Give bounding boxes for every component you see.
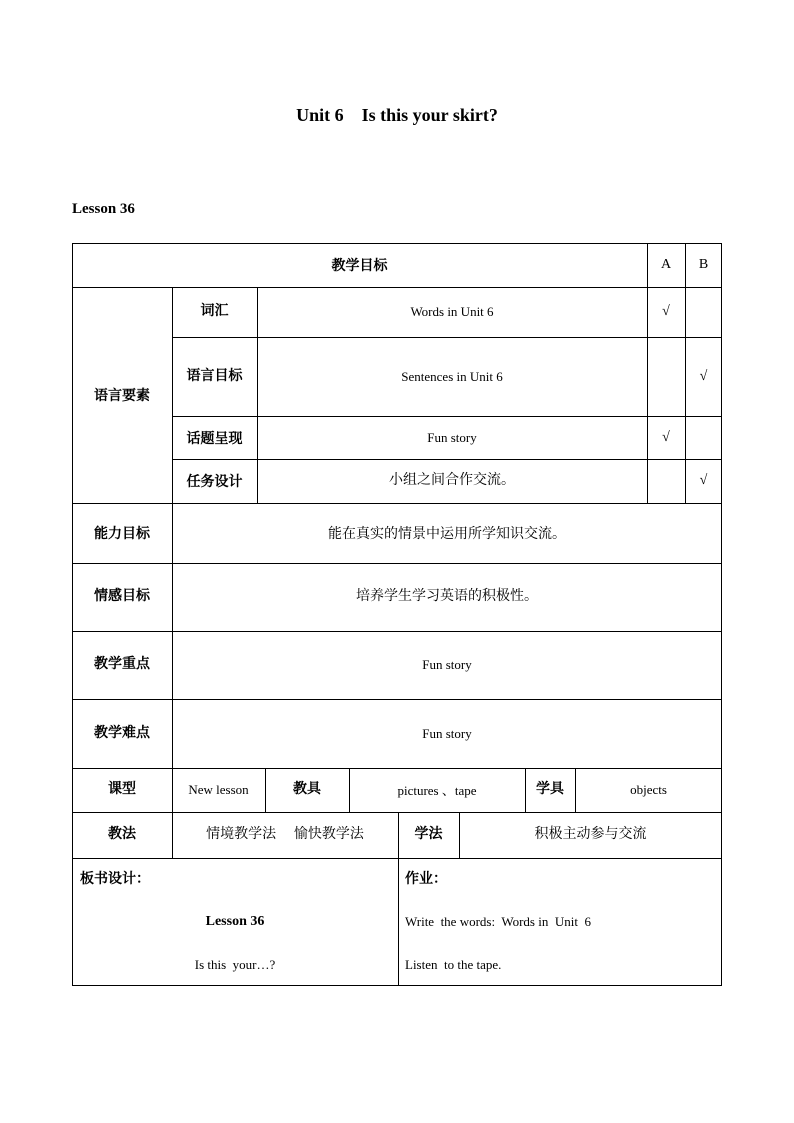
task-b-check: √	[699, 473, 708, 488]
vocab-a-check: √	[662, 304, 670, 319]
topic-label: 话题呈现	[186, 430, 243, 447]
document-title: Unit 6 Is this your skirt?	[296, 105, 498, 125]
language-elements-label: 语言要素	[94, 388, 150, 404]
focus-label: 教学重点	[94, 656, 150, 672]
task-a-check	[647, 459, 685, 503]
vocab-label: 词汇	[200, 303, 229, 319]
vocab-b-check	[685, 287, 722, 337]
ability-content: 能在真实的情景中运用所学知识交流。	[328, 526, 566, 542]
lesson-type-label: 课型	[108, 781, 136, 797]
teaching-method-label: 教法	[108, 826, 136, 842]
topic-content: Fun story	[427, 429, 477, 445]
teaching-aids-label: 教具	[293, 781, 321, 797]
homework-label: 作业：	[405, 871, 447, 887]
task-label: 任务设计	[186, 474, 243, 490]
language-goal-a-check	[647, 337, 685, 416]
language-goal-b-check: √	[699, 368, 708, 384]
student-tools-label: 学具	[536, 781, 564, 797]
difficulty-content: Fun story	[422, 725, 472, 741]
learning-method-value: 积极主动参与交流	[534, 826, 647, 842]
col-b-header: B	[698, 257, 709, 272]
teaching-method-value: 情境教学法 愉快教学法	[206, 826, 364, 842]
board-line-1: Lesson 36	[205, 914, 265, 929]
homework-line-2: Listen to the tape.	[405, 957, 502, 972]
teaching-aids-value: pictures 、tape	[397, 782, 477, 798]
topic-a-check: √	[662, 429, 670, 445]
learning-method-label: 学法	[414, 826, 443, 842]
col-a-header: A	[660, 257, 672, 272]
topic-b-check	[685, 416, 722, 459]
goals-header: 教学目标	[331, 258, 388, 274]
homework-line-1: Write the words: Words in Unit 6	[405, 914, 591, 929]
vocab-content: Words in Unit 6	[410, 304, 494, 319]
ability-label: 能力目标	[94, 526, 150, 542]
student-tools-value: objects	[630, 782, 667, 797]
task-content: 小组之间合作交流。	[389, 472, 515, 488]
language-goal-content: Sentences in Unit 6	[401, 368, 503, 384]
emotion-content: 培养学生学习英语的积极性。	[356, 588, 538, 604]
board-line-2: Is this your…?	[194, 957, 276, 972]
lesson-type-value: New lesson	[188, 782, 249, 797]
focus-content: Fun story	[422, 657, 472, 672]
language-goal-label: 语言目标	[186, 368, 243, 384]
difficulty-label: 教学难点	[94, 724, 150, 741]
board-design-label: 板书设计：	[80, 871, 150, 887]
emotion-label: 情感目标	[94, 588, 150, 604]
lesson-heading: Lesson 36	[72, 201, 135, 217]
